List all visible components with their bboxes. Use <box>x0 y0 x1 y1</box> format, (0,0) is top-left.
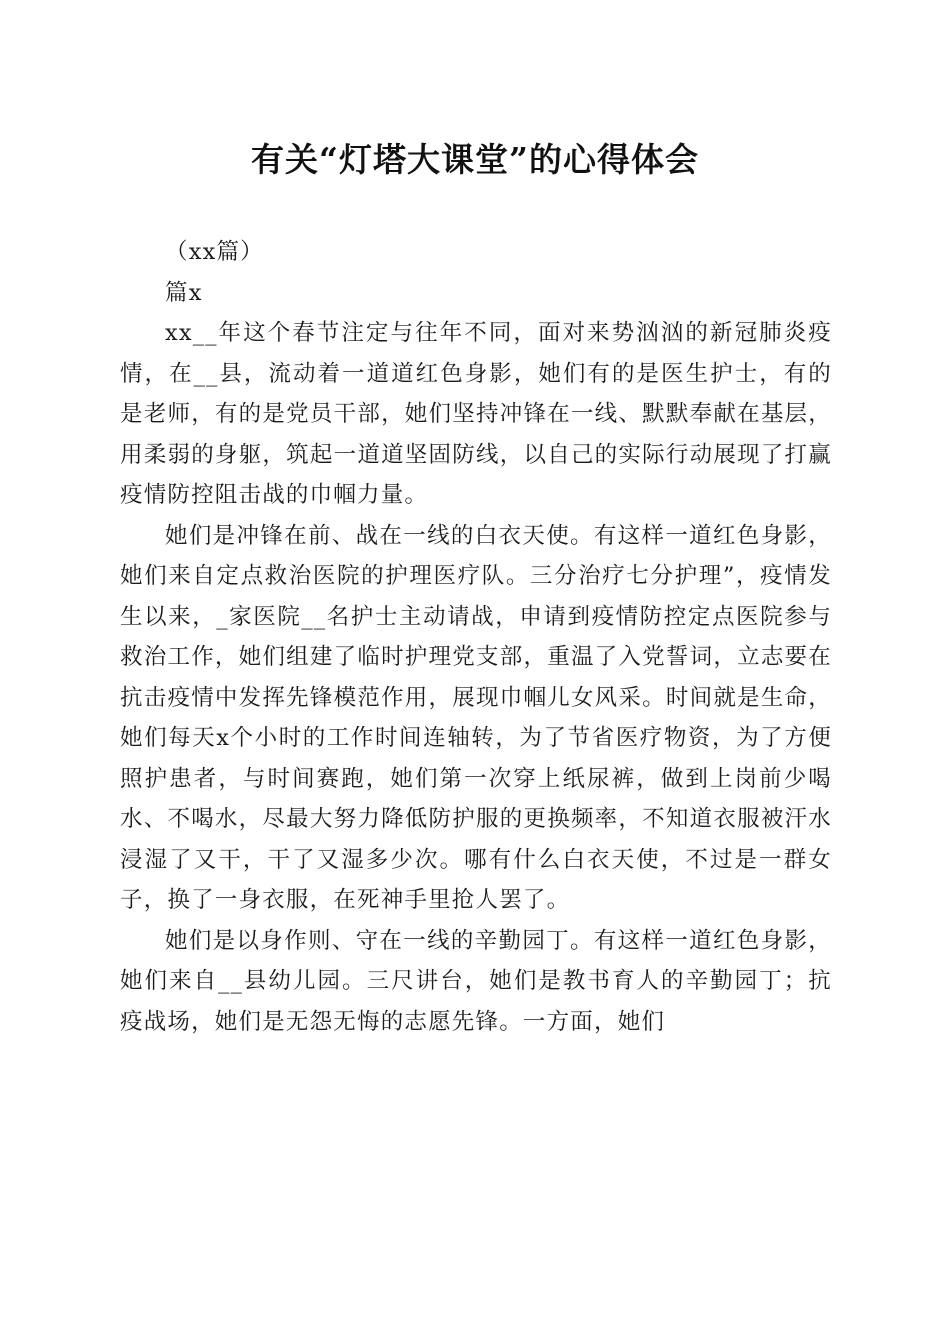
subtitle-count: （xx篇） <box>165 239 264 265</box>
body-paragraph: 她们是冲锋在前、战在一线的白衣天使。有这样一道红色身影，她们来自定点救治医院的护理医疗队。三分治疗七分护理”，疫情发生以来，_家医院__名护士主动请战，申请到疫情防控定点医院参与救治工作，她们组建了临时护理党支部，重温了入党誓词，立志要在抗击疫情中发挥先锋模范作用，展现巾帼儿女风采。时间就是生命，她们每天x个小时的工作时间连轴转，为了节省医疗物资，为了方便照护患者，与时间赛跑，她们第一次穿上纸尿裤，做到上岗前少喝水、不喝水，尽最大努力降低防护服的更换频率，不知道衣服被汗水浸湿了又干，干了又湿多少次。哪有什么白衣天使，不过是一群女子，换了一身衣服，在死神手里抢人罢了。 <box>120 522 832 913</box>
section-label: 篇x <box>165 279 203 306</box>
body-paragraph: xx__年这个春节注定与往年不同，面对来势汹汹的新冠肺炎疫情，在__县，流动着一道道红色身影，她们有的是医生护士，有的是老师，有的是党员干部，她们坚持冲锋在一线、默默奉献在基层，用柔弱的身躯，筑起一道道坚固防线，以自己的实际行动展现了打赢疫情防控阻击战的巾帼力量。 <box>120 320 832 508</box>
document-title: 有关“灯塔大课堂”的心得体会 <box>251 140 699 179</box>
body-paragraph: 她们是以身作则、守在一线的辛勤园丁。有这样一道红色身影，她们来自__县幼儿园。三尺讲台，她们是教书育人的辛勤园丁；抗疫战场，她们是无怨无悔的志愿先锋。一方面，她们 <box>120 927 832 1035</box>
document-body <box>120 232 832 1042</box>
